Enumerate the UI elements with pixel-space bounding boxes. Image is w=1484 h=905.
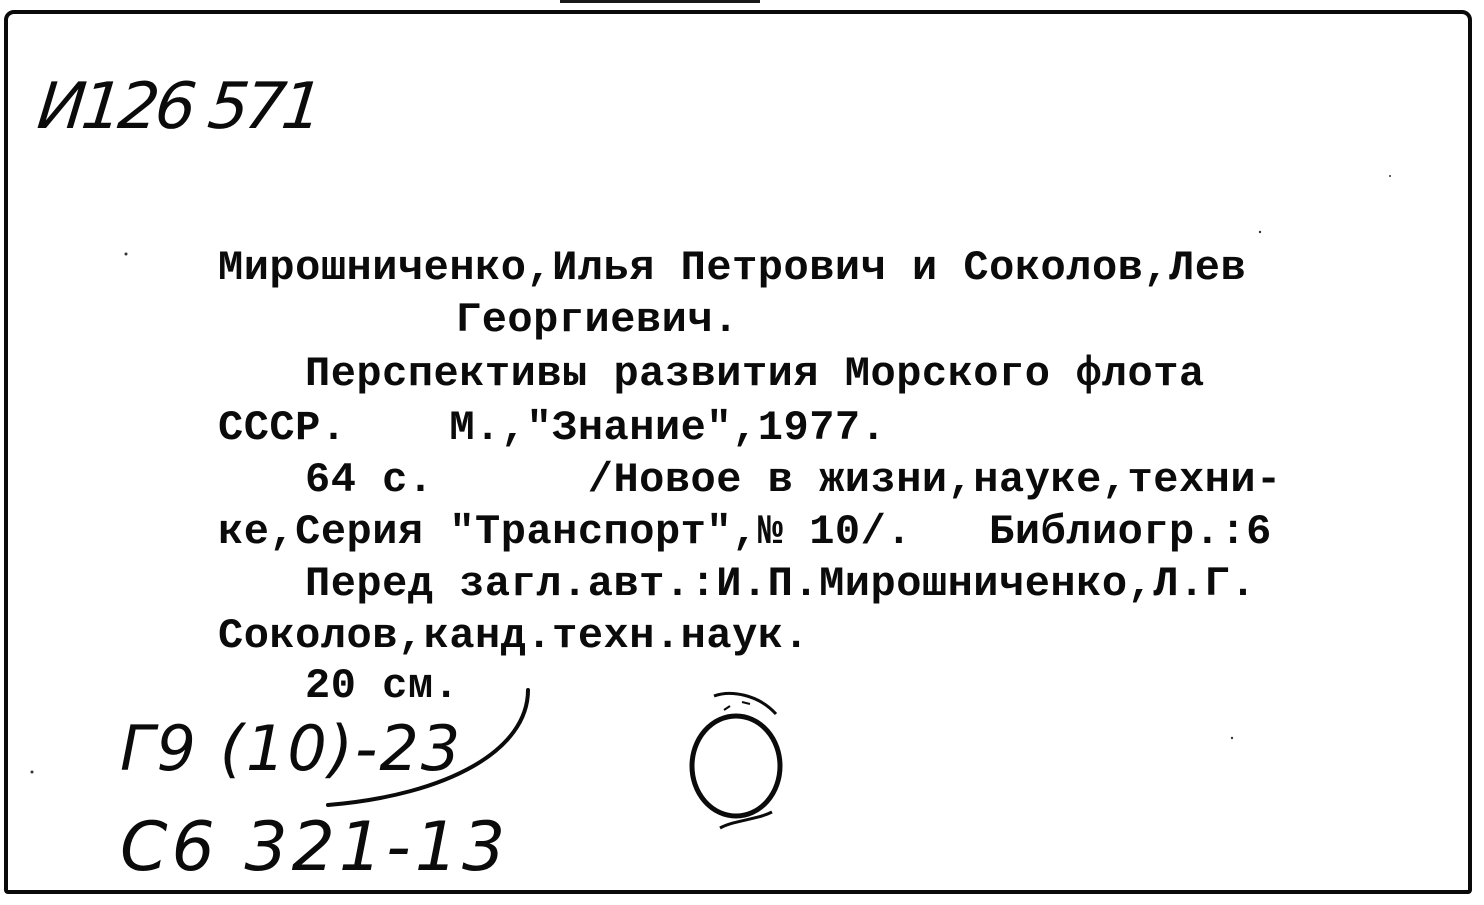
imprint-line: СССР. М.,"Знание",1977.: [218, 404, 887, 452]
author-line: Мирошниченко,Илья Петрович и Соколов,Лев: [218, 244, 1247, 292]
author-continuation-line: Георгиевич.: [456, 296, 739, 344]
handwritten-arc-stroke: [288, 670, 548, 820]
handwritten-class-number: Г9 (10)-23: [120, 712, 463, 785]
note-continuation-line: Соколов,канд.техн.наук.: [218, 612, 810, 660]
handwritten-author-mark: С6 321-13: [120, 808, 510, 887]
collation-series-line: 64 с. /Новое в жизни,науке,техни-: [305, 456, 1282, 504]
card-top-edge: [560, 0, 760, 3]
note-line: Перед загл.авт.:И.П.Мирошниченко,Л.Г.: [305, 560, 1257, 608]
series-bibliography-line: ке,Серия "Транспорт",№ 10/. Библиогр.:6: [218, 508, 1272, 556]
handwritten-circle-mark: [680, 688, 800, 838]
title-line: Перспективы развития Морского флота: [305, 350, 1205, 398]
size-line: 20 см.: [305, 662, 460, 710]
handwritten-shelf-number: И126 571: [34, 70, 323, 144]
